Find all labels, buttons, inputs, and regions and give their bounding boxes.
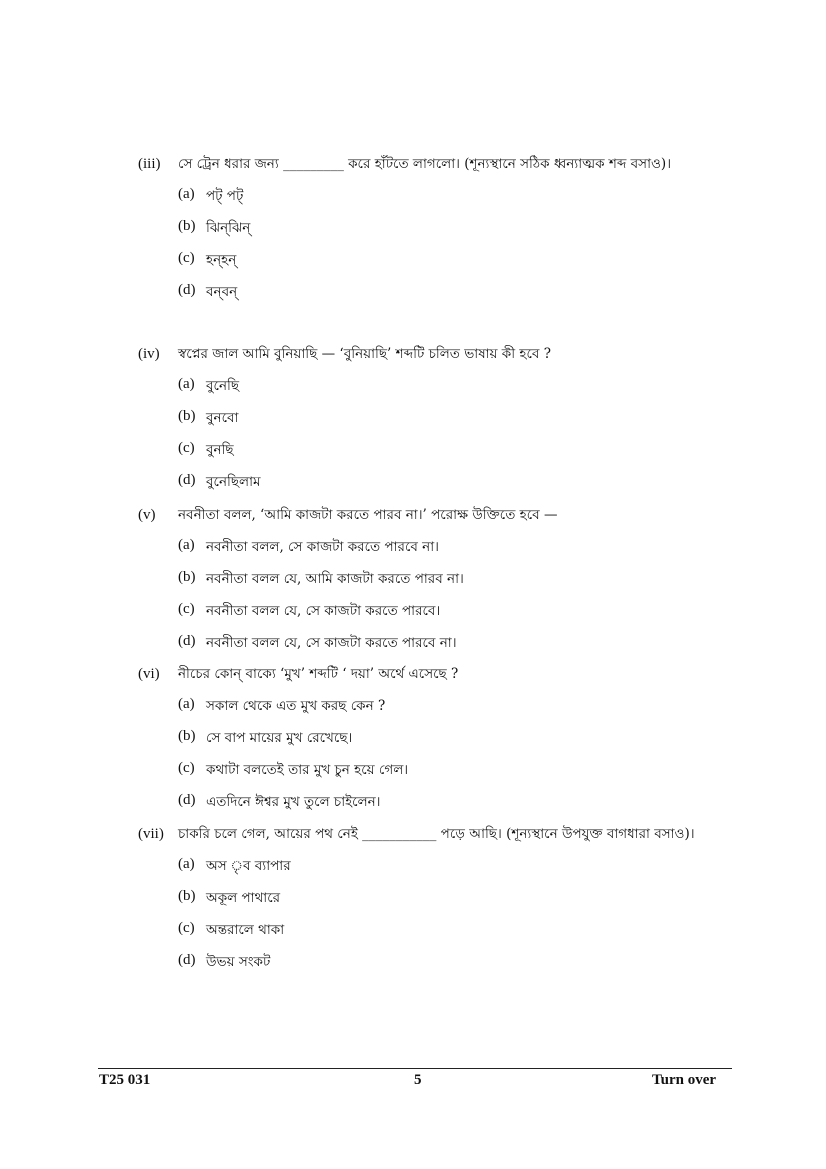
option-text: বুনেছিলাম (206, 474, 261, 490)
question-number: (vi) (138, 666, 160, 682)
option-label: (a) (178, 186, 195, 202)
option-label: (d) (178, 282, 196, 298)
turn-over-note: Turn over (652, 1072, 717, 1088)
question-text: সে ট্রেন ধরার জন্য _________ করে হাঁটতে লাগলো। (শূন্যস্থানে সঠিক ধ্বন্যাত্মক শব্দ বসাও)। (178, 156, 672, 172)
question-text: নবনীতা বলল, ‘আমি কাজটা করতে পারব না।’ পরোক্ষ উক্তিতে হবে — (178, 507, 558, 523)
option-text: উভয় সংকট (206, 954, 271, 970)
option-a (178, 186, 698, 218)
option-d (178, 282, 698, 314)
option-text: সকাল থেকে এত মুখ করছ কেন ? (206, 698, 386, 714)
page-number: 5 (414, 1072, 422, 1088)
footer-divider (98, 1068, 732, 1069)
option-a (178, 696, 698, 728)
option-label: (a) (178, 696, 195, 712)
option-text: নবনীতা বলল যে, আমি কাজটা করতে পারব না। (206, 571, 464, 587)
option-c (178, 250, 698, 282)
question-text: নীচের কোন্ বাক্যে ‘মুখ’ শব্দটি ‘ দয়া’ অর্থে এসেছে ? (178, 666, 459, 682)
option-text: সে বাপ মায়ের মুখ রেখেছে। (206, 730, 353, 746)
option-a (178, 376, 698, 408)
question-v (138, 507, 698, 665)
option-label: (a) (178, 856, 195, 872)
question-vii (138, 826, 698, 984)
question-number: (vii) (138, 826, 164, 842)
option-label: (c) (178, 760, 195, 776)
option-text: হন্‌হন্ (206, 252, 237, 268)
option-a (178, 856, 698, 888)
option-label: (b) (178, 218, 196, 234)
option-text: বুনেছি (206, 378, 240, 394)
option-b (178, 218, 698, 250)
question-text: স্বপ্নের জাল আমি বুনিয়াছি — ‘বুনিয়াছি’ শব্দটি চলিত ভাষায় কী হবে ? (178, 346, 551, 362)
option-text: নবনীতা বলল, সে কাজটা করতে পারবে না। (206, 539, 439, 555)
option-label: (a) (178, 376, 195, 392)
question-number: (iv) (138, 346, 160, 362)
option-b (178, 728, 698, 760)
option-text: নবনীতা বলল যে, সে কাজটা করতে পারবে না। (206, 635, 457, 651)
option-label: (d) (178, 633, 196, 649)
option-text: বুনছি (206, 442, 234, 458)
option-c (178, 440, 698, 472)
question-number: (iii) (138, 156, 161, 172)
option-text: অন্তরালে থাকা (206, 922, 285, 938)
option-label: (a) (178, 537, 195, 553)
option-text: বুনবো (206, 410, 239, 426)
option-c (178, 601, 698, 633)
option-c (178, 920, 698, 952)
option-text: পট্ পট্ (206, 188, 244, 204)
option-text: কথাটা বলতেই তার মুখ চুন হয়ে গেল। (206, 762, 409, 778)
option-text: নবনীতা বলল যে, সে কাজটা করতে পারবে। (206, 603, 441, 619)
option-text: ঝিন্‌ঝিন্ (206, 220, 251, 236)
option-text: বন্‌বন্ (206, 284, 238, 300)
option-label: (c) (178, 250, 195, 266)
option-b (178, 888, 698, 920)
option-label: (b) (178, 408, 196, 424)
option-c (178, 760, 698, 792)
question-text: চাকরি চলে গেল, আয়ের পথ নেই ___________ পড়ে আছি। (শূন্যস্থানে উপযুক্ত বাগধারা বসাও)। (178, 826, 695, 842)
option-b (178, 569, 698, 601)
option-label: (c) (178, 601, 195, 617)
option-text: অস ৃব ব্যাপার (206, 858, 291, 874)
option-text: এতদিনে ঈশ্বর মুখ তুলে চাইলেন। (206, 794, 381, 810)
option-label: (b) (178, 569, 196, 585)
option-text: অকূল পাথারে (206, 890, 281, 906)
question-vi (138, 666, 698, 824)
question-iv (138, 346, 698, 504)
option-label: (b) (178, 888, 196, 904)
option-label: (c) (178, 920, 195, 936)
option-label: (b) (178, 728, 196, 744)
option-a (178, 537, 698, 569)
option-b (178, 408, 698, 440)
option-label: (d) (178, 952, 196, 968)
option-label: (d) (178, 472, 196, 488)
paper-code: T25 031 (99, 1072, 151, 1088)
option-label: (c) (178, 440, 195, 456)
option-label: (d) (178, 792, 196, 808)
option-d (178, 952, 698, 984)
question-iii (138, 156, 698, 314)
question-number: (v) (138, 507, 156, 523)
